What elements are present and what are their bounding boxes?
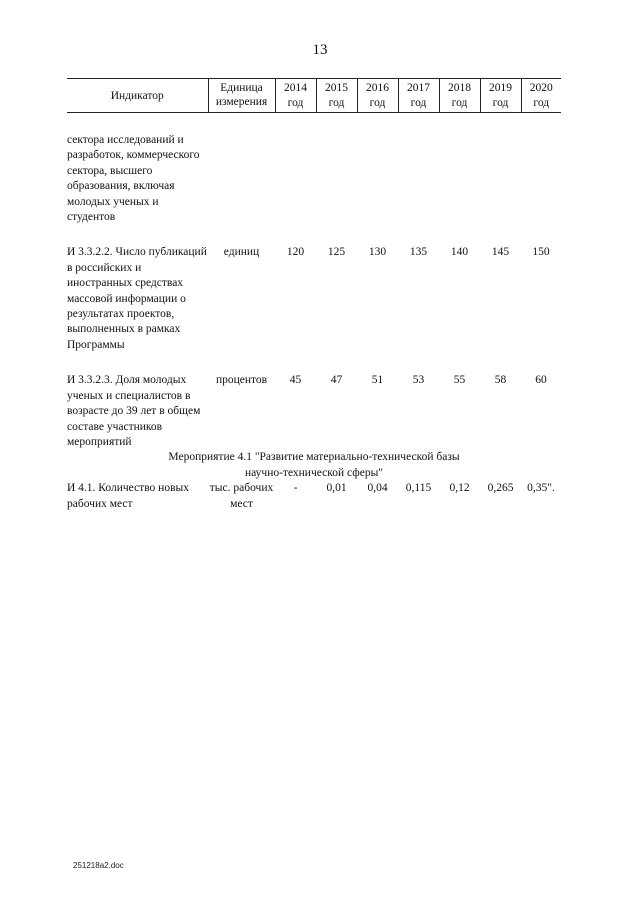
row-value-2017 (398, 133, 439, 225)
table-row (67, 133, 561, 225)
section-heading (67, 450, 561, 481)
row-value-2019: 145 (491, 246, 510, 259)
row-value-2016: 51 (371, 374, 384, 387)
row-value-2014 (275, 133, 316, 225)
row-indicator-name: И 4.1. Количество новых рабочих мест (67, 482, 189, 510)
row-value-2015 (316, 133, 357, 225)
header-year-2018: 2018 год (439, 79, 480, 113)
header-year-2015: 2015 год (316, 79, 357, 113)
row-value-2015: 47 (330, 374, 343, 387)
row-unit: процентов (215, 374, 268, 387)
row-value-2016 (357, 133, 398, 225)
row-value-2018: 140 (450, 246, 469, 259)
row-value-2020: 150 (532, 246, 550, 259)
row-value-2017: 0,115 (405, 482, 432, 495)
row-value-2018 (439, 133, 480, 225)
row-value-2015: 0,01 (326, 482, 347, 495)
header-year-2014: 2014 год (275, 79, 316, 113)
header-indicator: Индикатор (67, 79, 208, 113)
row-value-2018: 55 (453, 374, 466, 387)
page-number: 13 (312, 42, 328, 58)
table-header-row (67, 79, 561, 113)
row-value-2020: 0,35". (527, 482, 555, 495)
row-value-2017: 53 (412, 374, 425, 387)
table-row (67, 373, 561, 450)
row-unit: тыс. рабочих мест (209, 482, 274, 510)
row-unit (208, 133, 275, 225)
row-indicator-name: И 3.3.2.3. Доля молодых ученых и специалистов в возрасте до 39 лет в общем составе участников мероприятий (67, 374, 201, 448)
row-value-2019: 58 (494, 374, 507, 387)
section-heading-line1: Мероприятие 4.1 "Развитие материально-технической базы (168, 451, 460, 464)
header-year-2016: 2016 год (357, 79, 398, 113)
row-value-2016: 130 (368, 246, 387, 259)
header-year-2020: 2020 год (521, 79, 561, 113)
header-unit-line1: Единица (220, 82, 263, 94)
row-value-2017: 135 (409, 246, 428, 259)
row-value-2018: 0,12 (449, 482, 470, 495)
row-value-2015: 125 (327, 246, 346, 259)
table-row (67, 245, 561, 353)
row-value-2020: 60 (535, 374, 547, 387)
header-unit (208, 79, 275, 113)
row-value-2019 (480, 133, 521, 225)
row-indicator-name: сектора исследований и разработок, коммерческого сектора, высшего образования, включая молодых ученых и студентов (67, 134, 200, 224)
row-unit: единиц (223, 246, 260, 259)
row-value-2019: 0,265 (487, 482, 514, 495)
header-unit-line2: измерения (215, 96, 268, 108)
row-value-2014: 120 (286, 246, 305, 259)
indicator-table (67, 78, 561, 512)
row-value-2014: 45 (289, 374, 302, 387)
row-value-2014: - (293, 482, 298, 495)
section-heading-line2: научно-технической сферы" (244, 466, 383, 479)
row-value-2016: 0,04 (367, 482, 388, 495)
table-row (67, 481, 561, 512)
row-indicator-name: И 3.3.2.2. Число публикаций в российских и иностранных средствах массовой информации о результатах проектов, выполненных в рамках Программы (67, 246, 207, 351)
document-filename: 251218a2.doc (73, 861, 124, 870)
header-year-2017: 2017 год (398, 79, 439, 113)
header-year-2019: 2019 год (480, 79, 521, 113)
row-value-2020 (521, 133, 561, 225)
